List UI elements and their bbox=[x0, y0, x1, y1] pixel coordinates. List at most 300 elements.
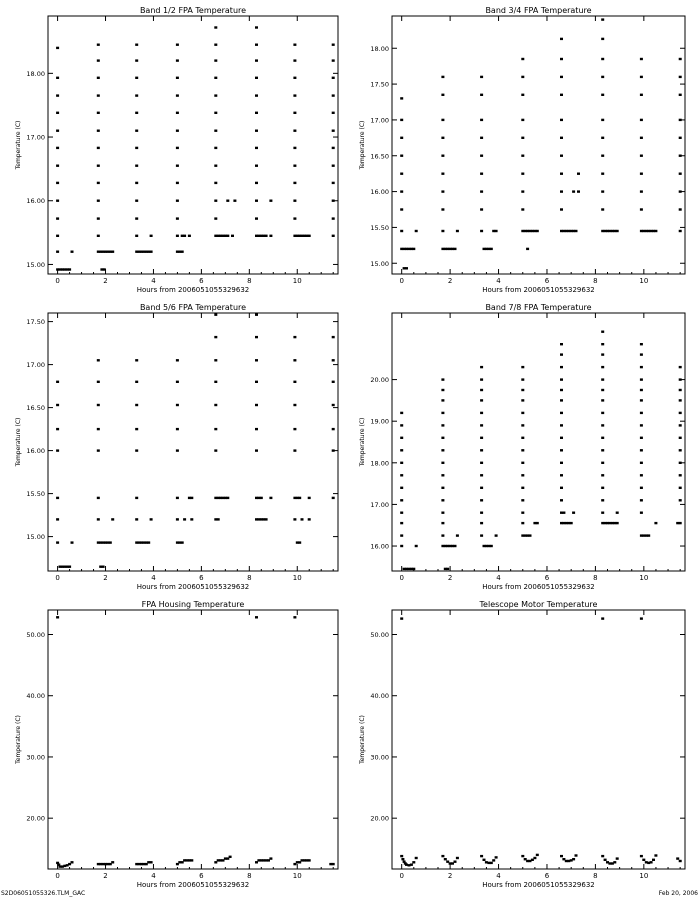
data-point bbox=[521, 208, 524, 210]
x-tick-label: 2 bbox=[103, 574, 108, 582]
x-tick-label: 2 bbox=[447, 277, 453, 285]
data-point bbox=[176, 217, 179, 219]
data-point bbox=[640, 474, 643, 476]
data-point bbox=[521, 190, 524, 192]
data-point bbox=[400, 97, 403, 99]
data-point bbox=[56, 182, 59, 184]
data-point bbox=[400, 617, 403, 619]
data-point bbox=[577, 190, 580, 192]
data-point bbox=[521, 366, 524, 368]
data-point bbox=[521, 58, 524, 60]
data-point bbox=[650, 861, 653, 863]
data-point bbox=[150, 235, 153, 237]
data-point bbox=[400, 487, 403, 489]
data-point bbox=[103, 268, 106, 270]
data-point bbox=[97, 235, 100, 237]
data-point bbox=[415, 230, 418, 232]
data-point bbox=[269, 497, 272, 499]
data-point bbox=[604, 859, 607, 861]
data-point bbox=[480, 137, 483, 139]
data-point bbox=[454, 545, 457, 547]
y-tick-label: 15.00 bbox=[26, 260, 45, 269]
data-point bbox=[56, 112, 59, 114]
data-point bbox=[332, 381, 335, 383]
data-point bbox=[601, 512, 604, 514]
data-point bbox=[56, 428, 59, 430]
data-point bbox=[533, 857, 536, 859]
x-tick-label: 10 bbox=[639, 277, 649, 285]
data-point bbox=[480, 155, 483, 157]
data-point bbox=[214, 182, 217, 184]
chart-4 bbox=[359, 303, 685, 591]
data-point bbox=[400, 424, 403, 426]
data-point bbox=[176, 381, 179, 383]
data-point bbox=[214, 94, 217, 96]
data-point bbox=[441, 449, 444, 451]
data-point bbox=[332, 497, 335, 499]
data-point bbox=[400, 499, 403, 501]
data-point bbox=[135, 44, 138, 46]
x-tick-label: 4 bbox=[496, 872, 501, 880]
data-point bbox=[214, 428, 217, 430]
data-point bbox=[56, 165, 59, 167]
data-point bbox=[231, 235, 234, 237]
data-point bbox=[640, 437, 643, 439]
data-point bbox=[679, 190, 682, 192]
data-point bbox=[640, 449, 643, 451]
x-tick-label: 10 bbox=[292, 574, 302, 582]
data-point bbox=[483, 859, 486, 861]
data-point bbox=[298, 541, 301, 543]
data-point bbox=[332, 59, 335, 61]
data-point bbox=[176, 428, 179, 430]
data-point bbox=[255, 381, 258, 383]
data-point bbox=[441, 389, 444, 391]
y-tick-label: 20.00 bbox=[370, 376, 389, 385]
data-point bbox=[560, 462, 563, 464]
data-point bbox=[135, 428, 138, 430]
data-point bbox=[454, 248, 457, 250]
data-point bbox=[56, 449, 59, 451]
data-point bbox=[601, 424, 604, 426]
data-point bbox=[332, 863, 335, 865]
data-point bbox=[214, 147, 217, 149]
data-point bbox=[560, 208, 563, 210]
data-point bbox=[441, 190, 444, 192]
data-point bbox=[441, 534, 444, 536]
data-point bbox=[147, 541, 150, 543]
data-point bbox=[640, 353, 643, 355]
chart-3 bbox=[15, 303, 338, 591]
data-point bbox=[521, 378, 524, 380]
x-tick-label: 2 bbox=[103, 872, 108, 880]
data-point bbox=[410, 864, 413, 866]
data-point bbox=[454, 861, 457, 863]
data-point bbox=[480, 399, 483, 401]
data-point bbox=[71, 541, 74, 543]
data-point bbox=[521, 487, 524, 489]
data-point bbox=[560, 137, 563, 139]
y-tick-label: 50.00 bbox=[370, 630, 389, 639]
x-tick-label: 4 bbox=[496, 277, 501, 285]
data-point bbox=[135, 94, 138, 96]
data-point bbox=[214, 77, 217, 79]
data-point bbox=[400, 474, 403, 476]
data-point bbox=[441, 487, 444, 489]
data-point bbox=[401, 858, 404, 860]
data-point bbox=[214, 359, 217, 361]
data-point bbox=[616, 512, 619, 514]
data-point bbox=[255, 165, 258, 167]
data-point bbox=[679, 412, 682, 414]
data-point bbox=[135, 59, 138, 61]
data-point bbox=[135, 359, 138, 361]
y-tick-label: 50.00 bbox=[26, 630, 45, 639]
data-point bbox=[601, 353, 604, 355]
data-point bbox=[480, 424, 483, 426]
data-point bbox=[640, 366, 643, 368]
data-point bbox=[441, 437, 444, 439]
y-tick-label: 18.00 bbox=[370, 44, 389, 53]
data-point bbox=[480, 487, 483, 489]
data-point bbox=[601, 412, 604, 414]
data-point bbox=[640, 424, 643, 426]
data-point bbox=[111, 861, 114, 863]
data-point bbox=[400, 462, 403, 464]
data-point bbox=[150, 251, 153, 253]
data-point bbox=[176, 44, 179, 46]
data-point bbox=[214, 314, 217, 316]
data-point bbox=[480, 437, 483, 439]
data-point bbox=[456, 857, 459, 859]
data-point bbox=[601, 449, 604, 451]
data-point bbox=[441, 155, 444, 157]
data-point bbox=[332, 165, 335, 167]
y-axis-label: Temperature (C) bbox=[15, 715, 22, 764]
data-point bbox=[456, 230, 459, 232]
x-tick-label: 8 bbox=[247, 574, 252, 582]
data-point bbox=[679, 378, 682, 380]
data-point bbox=[332, 359, 335, 361]
data-point bbox=[400, 190, 403, 192]
data-point bbox=[255, 112, 258, 114]
y-tick-label: 20.00 bbox=[370, 814, 389, 823]
data-point bbox=[135, 182, 138, 184]
data-point bbox=[400, 437, 403, 439]
data-point bbox=[679, 155, 682, 157]
data-point bbox=[56, 217, 59, 219]
data-point bbox=[308, 518, 311, 520]
data-point bbox=[255, 77, 258, 79]
data-point bbox=[183, 235, 186, 237]
data-point bbox=[521, 173, 524, 175]
data-point bbox=[56, 130, 59, 132]
data-point bbox=[601, 487, 604, 489]
data-point bbox=[269, 235, 272, 237]
data-point bbox=[679, 424, 682, 426]
data-point bbox=[176, 497, 179, 499]
data-point bbox=[679, 399, 682, 401]
data-point bbox=[255, 26, 258, 28]
data-point bbox=[214, 44, 217, 46]
data-point bbox=[640, 487, 643, 489]
data-point bbox=[521, 462, 524, 464]
x-tick-label: 0 bbox=[55, 872, 60, 880]
data-point bbox=[521, 412, 524, 414]
data-point bbox=[480, 378, 483, 380]
data-point bbox=[56, 235, 59, 237]
data-point bbox=[255, 147, 258, 149]
data-point bbox=[190, 497, 193, 499]
data-point bbox=[601, 38, 604, 40]
data-point bbox=[229, 856, 232, 858]
data-point bbox=[480, 522, 483, 524]
data-point bbox=[255, 217, 258, 219]
data-point bbox=[109, 541, 112, 543]
x-tick-label: 10 bbox=[639, 574, 649, 582]
data-point bbox=[56, 94, 59, 96]
data-point bbox=[176, 404, 179, 406]
data-point bbox=[308, 859, 311, 861]
data-point bbox=[293, 449, 296, 451]
data-point bbox=[601, 119, 604, 121]
data-point bbox=[679, 437, 682, 439]
y-axis-label: Temperature (C) bbox=[15, 120, 22, 170]
data-point bbox=[495, 230, 498, 232]
data-point bbox=[640, 137, 643, 139]
data-point bbox=[298, 497, 301, 499]
data-point bbox=[255, 94, 258, 96]
data-point bbox=[265, 235, 268, 237]
data-point bbox=[441, 424, 444, 426]
data-point bbox=[480, 512, 483, 514]
data-point bbox=[308, 497, 311, 499]
data-point bbox=[293, 359, 296, 361]
data-point bbox=[560, 474, 563, 476]
x-tick-label: 0 bbox=[55, 574, 60, 582]
data-point bbox=[214, 381, 217, 383]
data-point bbox=[255, 182, 258, 184]
data-point bbox=[679, 462, 682, 464]
data-point bbox=[495, 856, 498, 858]
x-tick-label: 10 bbox=[639, 872, 649, 880]
y-tick-label: 16.00 bbox=[26, 197, 45, 206]
data-point bbox=[441, 94, 444, 96]
data-point bbox=[616, 522, 619, 524]
data-point bbox=[400, 512, 403, 514]
data-point bbox=[521, 389, 524, 391]
data-point bbox=[71, 251, 74, 253]
y-tick-label: 40.00 bbox=[26, 692, 45, 701]
y-axis-label: Temperature (C) bbox=[359, 715, 366, 764]
data-point bbox=[176, 112, 179, 114]
data-point bbox=[214, 59, 217, 61]
y-tick-label: 17.00 bbox=[370, 500, 389, 509]
data-point bbox=[572, 858, 575, 860]
data-point bbox=[601, 617, 604, 619]
data-point bbox=[679, 474, 682, 476]
data-point bbox=[560, 343, 563, 345]
data-point bbox=[56, 251, 59, 253]
data-point bbox=[521, 119, 524, 121]
data-point bbox=[332, 130, 335, 132]
data-point bbox=[176, 449, 179, 451]
data-point bbox=[640, 399, 643, 401]
data-point bbox=[135, 449, 138, 451]
data-point bbox=[176, 235, 179, 237]
data-point bbox=[226, 235, 229, 237]
data-point bbox=[577, 173, 580, 175]
data-point bbox=[255, 336, 258, 338]
data-point bbox=[176, 77, 179, 79]
data-point bbox=[601, 76, 604, 78]
data-point bbox=[601, 155, 604, 157]
data-point bbox=[190, 859, 193, 861]
data-point bbox=[111, 518, 114, 520]
data-point bbox=[521, 76, 524, 78]
data-point bbox=[679, 76, 682, 78]
data-point bbox=[265, 518, 268, 520]
data-point bbox=[176, 130, 179, 132]
data-point bbox=[601, 18, 604, 20]
data-point bbox=[260, 497, 263, 499]
data-point bbox=[71, 861, 74, 863]
data-point bbox=[562, 512, 565, 514]
data-point bbox=[575, 854, 578, 856]
data-point bbox=[269, 200, 272, 202]
x-tick-label: 4 bbox=[151, 277, 156, 285]
x-tick-label: 0 bbox=[55, 277, 60, 285]
y-tick-label: 17.00 bbox=[26, 133, 45, 142]
data-point bbox=[97, 77, 100, 79]
data-point bbox=[536, 854, 539, 856]
y-axis-label: Temperature (C) bbox=[359, 120, 366, 170]
data-point bbox=[415, 857, 418, 859]
data-point bbox=[560, 58, 563, 60]
data-point bbox=[293, 381, 296, 383]
data-point bbox=[560, 437, 563, 439]
data-point bbox=[135, 200, 138, 202]
data-point bbox=[480, 366, 483, 368]
x-tick-label: 8 bbox=[593, 277, 598, 285]
data-point bbox=[601, 378, 604, 380]
data-point bbox=[332, 428, 335, 430]
data-point bbox=[441, 499, 444, 501]
data-point bbox=[332, 404, 335, 406]
data-point bbox=[441, 230, 444, 232]
data-point bbox=[97, 449, 100, 451]
data-point bbox=[490, 248, 493, 250]
data-point bbox=[560, 487, 563, 489]
data-point bbox=[293, 404, 296, 406]
x-tick-label: 6 bbox=[199, 574, 204, 582]
data-point bbox=[412, 568, 415, 570]
y-tick-label: 16.50 bbox=[26, 404, 45, 413]
data-point bbox=[214, 165, 217, 167]
data-point bbox=[480, 855, 483, 857]
chart-1 bbox=[15, 6, 338, 294]
data-point bbox=[97, 518, 100, 520]
plot-frame bbox=[392, 16, 685, 274]
data-point bbox=[560, 38, 563, 40]
data-point bbox=[412, 248, 415, 250]
data-point bbox=[97, 130, 100, 132]
data-point bbox=[560, 190, 563, 192]
data-point bbox=[601, 173, 604, 175]
data-point bbox=[480, 190, 483, 192]
data-point bbox=[570, 522, 573, 524]
x-axis-label: Hours from 2006051055329632 bbox=[482, 881, 595, 889]
data-point bbox=[135, 165, 138, 167]
data-point bbox=[480, 412, 483, 414]
data-point bbox=[679, 173, 682, 175]
data-point bbox=[293, 112, 296, 114]
data-point bbox=[97, 165, 100, 167]
data-point bbox=[293, 336, 296, 338]
data-point bbox=[214, 449, 217, 451]
y-tick-label: 16.00 bbox=[370, 542, 389, 551]
chart-title: Band 3/4 FPA Temperature bbox=[485, 6, 592, 15]
data-point bbox=[601, 190, 604, 192]
data-point bbox=[601, 474, 604, 476]
data-point bbox=[572, 190, 575, 192]
x-axis-label: Hours from 2006051055329632 bbox=[482, 583, 595, 591]
data-point bbox=[640, 512, 643, 514]
data-point bbox=[400, 855, 403, 857]
data-point bbox=[480, 389, 483, 391]
data-point bbox=[601, 137, 604, 139]
y-tick-label: 17.00 bbox=[26, 361, 45, 370]
data-point bbox=[572, 512, 575, 514]
data-point bbox=[56, 77, 59, 79]
x-tick-label: 2 bbox=[103, 277, 108, 285]
data-point bbox=[601, 208, 604, 210]
data-point bbox=[214, 112, 217, 114]
data-point bbox=[97, 497, 100, 499]
x-tick-label: 4 bbox=[151, 574, 156, 582]
data-point bbox=[441, 76, 444, 78]
data-point bbox=[480, 173, 483, 175]
data-point bbox=[640, 155, 643, 157]
data-point bbox=[480, 534, 483, 536]
data-point bbox=[679, 389, 682, 391]
y-tick-label: 20.00 bbox=[26, 814, 45, 823]
x-tick-label: 4 bbox=[496, 574, 501, 582]
data-point bbox=[293, 200, 296, 202]
data-point bbox=[135, 497, 138, 499]
data-point bbox=[601, 437, 604, 439]
data-point bbox=[640, 499, 643, 501]
data-point bbox=[400, 534, 403, 536]
data-point bbox=[601, 331, 604, 333]
data-point bbox=[176, 518, 179, 520]
chart-6 bbox=[359, 600, 685, 889]
x-tick-label: 2 bbox=[447, 872, 453, 880]
data-point bbox=[652, 859, 655, 861]
x-tick-label: 10 bbox=[292, 872, 302, 880]
x-tick-label: 6 bbox=[544, 277, 550, 285]
data-point bbox=[226, 200, 229, 202]
data-point bbox=[601, 94, 604, 96]
x-tick-label: 6 bbox=[544, 574, 550, 582]
data-point bbox=[176, 165, 179, 167]
y-tick-label: 18.00 bbox=[370, 459, 389, 468]
data-point bbox=[135, 404, 138, 406]
data-point bbox=[441, 512, 444, 514]
data-point bbox=[293, 130, 296, 132]
data-point bbox=[97, 428, 100, 430]
data-point bbox=[293, 518, 296, 520]
